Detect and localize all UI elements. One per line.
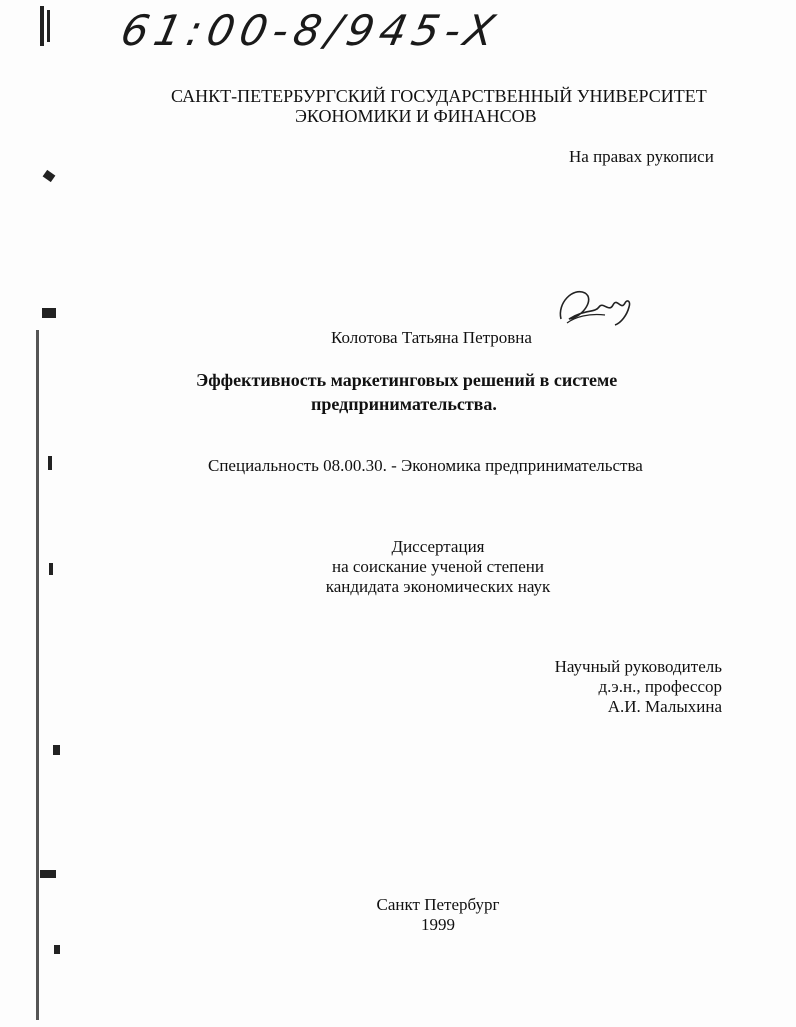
scan-artifact-mark-6 [40,870,56,878]
scan-artifact-mark-4 [49,563,53,575]
university-name-line1: САНКТ-ПЕТЕРБУРГСКИЙ ГОСУДАРСТВЕННЫЙ УНИВЕРСИТЕТ [171,86,707,106]
scan-artifact-line [36,330,39,1020]
university-name-line2: ЭКОНОМИКИ И ФИНАНСОВ [295,106,537,126]
year: 1999 [421,915,455,934]
archive-code-handwritten: 61:00-8/945-X [116,6,505,55]
author-name: Колотова Татьяна Петровна [331,328,532,347]
dissertation-label: Диссертация [391,537,485,556]
degree-line: на соискание ученой степени [331,557,545,576]
supervisor-degree: д.э.н., профессор [598,677,722,696]
signature-handwritten [555,283,635,334]
degree-field: кандидата экономических наук [325,577,551,596]
city: Санкт Петербург [376,895,500,914]
scan-artifact-top-2 [47,10,50,42]
scan-artifact-mark-5 [53,745,60,755]
scan-artifact-mark-1 [43,170,56,182]
dissertation-title-line2: предпринимательства. [311,394,497,414]
supervisor-label: Научный руководитель [554,657,722,676]
scan-artifact-mark-7 [54,945,60,954]
supervisor-name: А.И. Малыхина [607,697,722,716]
scan-artifact-mark-2 [42,308,56,318]
scan-artifact-mark-3 [48,456,52,470]
specialty: Специальность 08.00.30. - Экономика предпринимательства [208,456,643,475]
rights-note: На правах рукописи [569,147,714,166]
dissertation-title-line1: Эффективность маркетинговых решений в системе [196,370,618,390]
scan-artifact-top [40,6,44,46]
